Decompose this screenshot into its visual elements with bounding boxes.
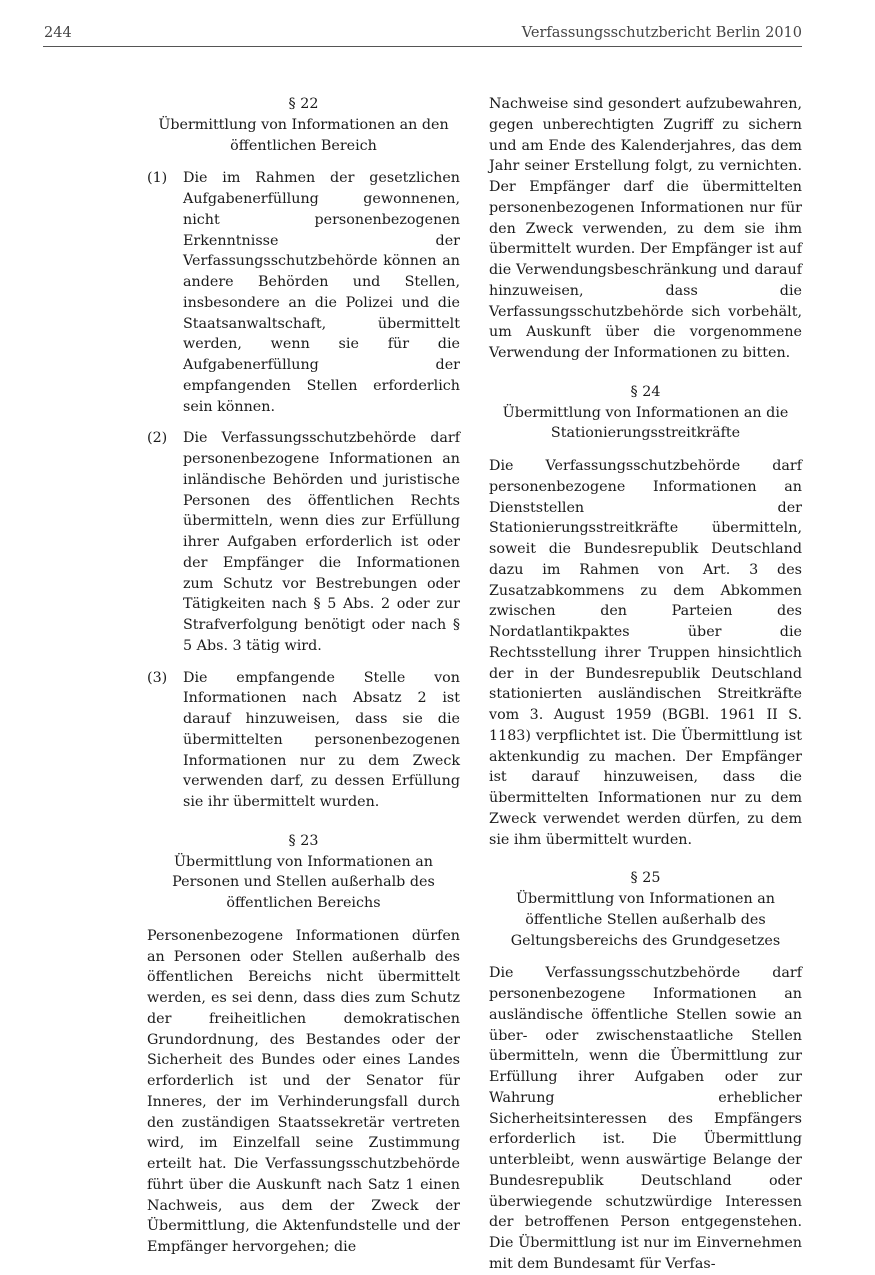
section-22-number: § 22 [288,96,319,112]
list-item [147,168,460,417]
section-24-number: § 24 [630,383,661,400]
section-24-title: Übermittlung von Informationen an die Stationierungsstreitkräfte [502,404,789,442]
section-22-title: Übermittlung von Informationen an den öffentlichen Bereich [158,116,449,154]
section-25-title: Übermittlung von Informationen an öffentliche Stellen außerhalb des Geltungsbereichs des Grundgesetzes [510,891,781,949]
section-23-number: § 23 [288,832,319,849]
item-number: (3) [147,669,168,686]
item-number: (2) [147,430,168,447]
section-23-title: Übermittlung von Informationen an Personen und Stellen außerhalb des öffentlichen Bereichs [172,853,435,911]
list-item [147,668,460,813]
item-text: Die Verfassungsschutzbehörde darf personenbezogene Informationen an inländische Behörden und juristische Personen des öffentlichen Rechts übermitteln, wenn dies zur Erfüllung ihrer Aufgaben erforderlich ist oder der Empfänger die Informationen zum Schutz vor Bestrebungen oder Tätigkeiten nach § 5 Abs. 2 oder zur Strafverfolgung benötigt oder nach § 5 Abs. 3 tätig wird. [183,430,460,654]
section-23-continued: Nachweise sind gesondert aufzubewahren, gegen unberechtigten Zugriff zu sichern und am Ende des Kalenderjahres, das dem Jahr seiner Erstellung folgt, zu vernichten. Der Empfänger darf die übermittelten personenbezogenen Informationen nur für den Zweck verwenden, zu dem sie ihm übermittelt wurden. Der Empfänger ist auf die Verwendungsbeschränkung und darauf hinzuweisen, dass die Verfassungsschutzbehörde sich vorbehält, um Auskunft über die vorgenommene Verwendung der Informationen zu bitten. [489,96,802,361]
section-23-body: Personenbezogene Informationen dürfen an Personen oder Stellen außerhalb des öffentlichen Bereichs nicht übermittelt werden, es sei denn, dass dies zum Schutz der freiheitlichen demokratischen Grundordnung, des Bestandes oder der Sicherheit des Bundes oder eines Landes erforderlich ist und der Senator für Inneres, der im Verhinderungsfall durch den zuständigen Staatssekretär vertreten wird, im Einzelfall seine Zustimmung erteilt hat. Die Verfassungsschutzbehörde führt über die Auskunft nach Satz 1 einen Nachweis, aus dem der Zweck der Übermittlung, die Aktenfundstelle und der Empfänger hervorgehen; die [147,927,460,1255]
left-column [147,94,460,1258]
page-header [43,22,802,47]
right-column [489,94,802,1275]
section-25-number: § 25 [630,870,661,887]
item-text: Die empfangende Stelle von Informationen nach Absatz 2 ist darauf hinzuweisen, dass sie die übermittelten personenbezogenen Informationen nur zu dem Zweck verwenden darf, zu dessen Erfüllung sie ihr übermittelt wurden. [183,669,460,810]
item-text: Die im Rahmen der gesetzlichen Aufgabenerfüllung gewonnenen, nicht personenbezogenen Erkenntnisse der Verfassungsschutzbehörde können an andere Behörden und Stellen, insbesondere an die Polizei und die Staatsanwaltschaft, übermittelt werden, wenn sie für die Aufgabenerfüllung der empfangenden Stellen erforderlich sein können. [183,170,460,415]
running-title: Verfassungsschutzbericht Berlin 2010 [521,25,802,41]
page-number: 244 [44,25,72,41]
item-number: (1) [147,170,168,187]
list-item [147,428,460,656]
section-24-body: Die Verfassungsschutzbehörde darf personenbezogene Informationen an Dienststellen der Stationierungsstreitkräfte übermitteln, soweit die Bundesrepublik Deutschland dazu im Rahmen von Art. 3 des Zusatzabkommens zu dem Abkommen zwischen den Parteien des Nordatlantikpaktes über die Rechtsstellung ihrer Truppen hinsichtlich der in der Bundesrepublik Deutschland stationierten ausländischen Streitkräfte vom 3. August 1959 (BGBl. 1961 II S. 1183) verpflichtet ist. Die Übermittlung ist aktenkundig zu machen. Der Empfänger ist darauf hinzuweisen, dass die übermittelten Informationen nur zu dem Zweck verwendet werden dürfen, zu dem sie ihm übermittelt wurden. [489,458,802,848]
section-25-body: Die Verfassungsschutzbehörde darf personenbezogene Informationen an ausländische öffentliche Stellen sowie an über- oder zwischenstaatliche Stellen übermitteln, wenn die Übermittlung zur Erfüllung ihrer Aufgaben oder zur Wahrung erheblicher Sicherheitsinteressen des Empfängers erforderlich ist. Die Übermittlung unterbleibt, wenn auswärtige Belange der Bundesrepublik Deutschland oder überwiegende schutzwürdige Interessen der betroffenen Person entgegenstehen. Die Übermittlung ist nur im Einvernehmen mit dem Bundesamt für Verfas- [489,965,802,1272]
